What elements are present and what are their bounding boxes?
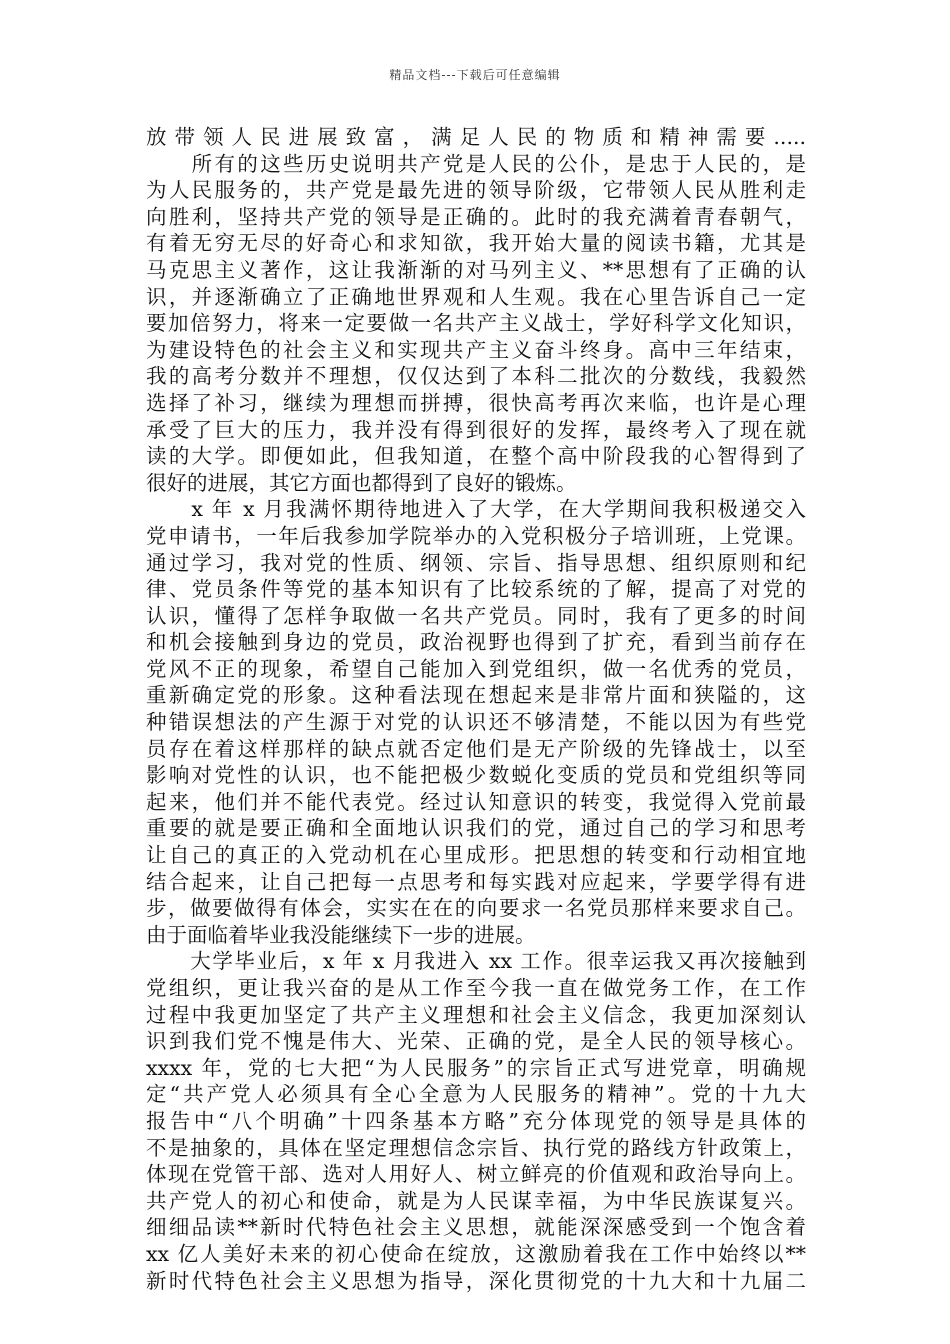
text-line: 有着无穷无尽的好奇心和求知欲，我开始大量的阅读书籍，尤其是 <box>146 231 806 256</box>
text-line: 认识，懂得了怎样争取做一名共产党员。同时，我有了更多的时间 <box>146 603 806 628</box>
text-line: 由于面临着毕业我没能继续下一步的进展。 <box>146 922 536 947</box>
text-line: 党组织，更让我兴奋的是从工作至今我一直在做党务工作，在工作 <box>146 976 806 1000</box>
text-line: 重新确定党的形象。这种看法现在想起来是非常片面和狭隘的，这 <box>146 683 806 708</box>
text-line: 放带领人民进展致富，满足人民的物质和精神需要..... <box>146 125 806 149</box>
text-line: 定“共产党人必须具有全心全意为人民服务的精神”。党的十九大 <box>146 1082 806 1107</box>
text-line: xx 亿人美好未来的初心使命在绽放，这激励着我在工作中始终以** <box>146 1241 806 1266</box>
text-line: 通过学习，我对党的性质、纲领、宗旨、指导思想、组织原则和纪 <box>146 550 806 575</box>
text-line: 共产党人的初心和使命，就是为人民谋幸福，为中华民族谋复兴。 <box>146 1188 806 1213</box>
text-line: 细细品读**新时代特色社会主义思想，就能深深感受到一个饱含着 <box>146 1215 806 1240</box>
body-text <box>146 124 806 1294</box>
text-line: 为建设特色的社会主义和实现共产主义奋斗终身。高中三年结束， <box>146 337 806 362</box>
text-line: 和机会接触到身边的党员，政治视野也得到了扩充，看到当前存在 <box>146 630 806 655</box>
text-line: 律、党员条件等党的基本知识有了比较系统的了解，提高了对党的 <box>146 577 806 602</box>
text-line: 很好的进展，其它方面也都得到了良好的锻炼。 <box>146 470 577 495</box>
text-line: 让自己的真正的入党动机在心里成形。把思想的转变和行动相宜地 <box>146 843 806 868</box>
text-line: 承受了巨大的压力，我并没有得到很好的发挥，最终考入了现在就 <box>146 417 806 442</box>
text-line: 识到我们党不愧是伟大、光荣、正确的党，是全人民的领导核心。 <box>146 1029 806 1054</box>
text-line: 影响对党性的认识，也不能把极少数蜕化变质的党员和党组织等同 <box>146 763 806 788</box>
header-note: 精品文档---下载后可任意编辑 <box>389 68 561 82</box>
text-line: 党风不正的现象，希望自己能加入到党组织，做一名优秀的党员， <box>146 656 806 681</box>
text-line: 向胜利，坚持共产党的领导是正确的。此时的我充满着青春朝气， <box>146 204 806 229</box>
text-line: 重要的就是要正确和全面地认识我们的党，通过自己的学习和思考 <box>146 816 806 841</box>
text-line: 要加倍努力，将来一定要做一名共产主义战士，学好科学文化知识， <box>146 311 806 336</box>
text-line: x 年 x 月我满怀期待地进入了大学，在大学期间我积极递交入 <box>146 497 806 522</box>
text-line: 我的高考分数并不理想，仅仅达到了本科二批次的分数线，我毅然 <box>146 364 806 389</box>
text-line: 过程中我更加坚定了共产主义理想和社会主义信念，我更加深刻认 <box>146 1002 806 1027</box>
text-line: 起来，他们并不能代表党。经过认知意识的转变，我觉得入党前最 <box>146 789 806 814</box>
text-line: 体现在党管干部、选对人用好人、树立鲜亮的价值观和政治导向上。 <box>146 1162 806 1187</box>
text-line: 大学毕业后，x 年 x 月我进入 xx 工作。很幸运我又再次接触到 <box>146 949 806 974</box>
text-line: 种错误想法的产生源于对党的认识还不够清楚，不能以因为有些党 <box>146 710 806 735</box>
text-line: 步，做要做得有体会，实实在在的向要求一名党员那样来要求自己。 <box>146 896 806 921</box>
text-line: xxxx 年，党的七大把“为人民服务”的宗旨正式写进党章，明确规 <box>146 1055 806 1080</box>
text-line: 所有的这些历史说明共产党是人民的公仆，是忠于人民的，是 <box>146 151 806 176</box>
text-line: 员存在着这样那样的缺点就否定他们是无产阶级的先锋战士，以至 <box>146 736 806 761</box>
text-line: 报告中“八个明确”十四条基本方略”充分体现党的领导是具体的 <box>146 1108 806 1133</box>
text-line: 读的大学。即便如此，但我知道，在整个高中阶段我的心智得到了 <box>146 444 806 469</box>
text-line: 不是抽象的，具体在坚定理想信念宗旨、执行党的路线方针政策上， <box>146 1135 806 1160</box>
text-line: 新时代特色社会主义思想为指导，深化贯彻党的十九大和十九届二 <box>146 1268 806 1293</box>
text-line: 马克思主义著作，这让我渐渐的对马列主义、**思想有了正确的认 <box>146 257 806 282</box>
text-line: 为人民服务的，共产党是最先进的领导阶级，它带领人民从胜利走 <box>146 178 806 203</box>
text-line: 党申请书，一年后我参加学院举办的入党积极分子培训班，上党课。 <box>146 523 806 548</box>
text-line: 选择了补习，继续为理想而拼搏，很快高考再次来临，也许是心理 <box>146 390 806 415</box>
text-line: 结合起来，让自己把每一点思考和每实践对应起来，学要学得有进 <box>146 869 806 894</box>
text-line: 识，并逐渐确立了正确地世界观和人生观。我在心里告诉自己一定 <box>146 284 806 309</box>
